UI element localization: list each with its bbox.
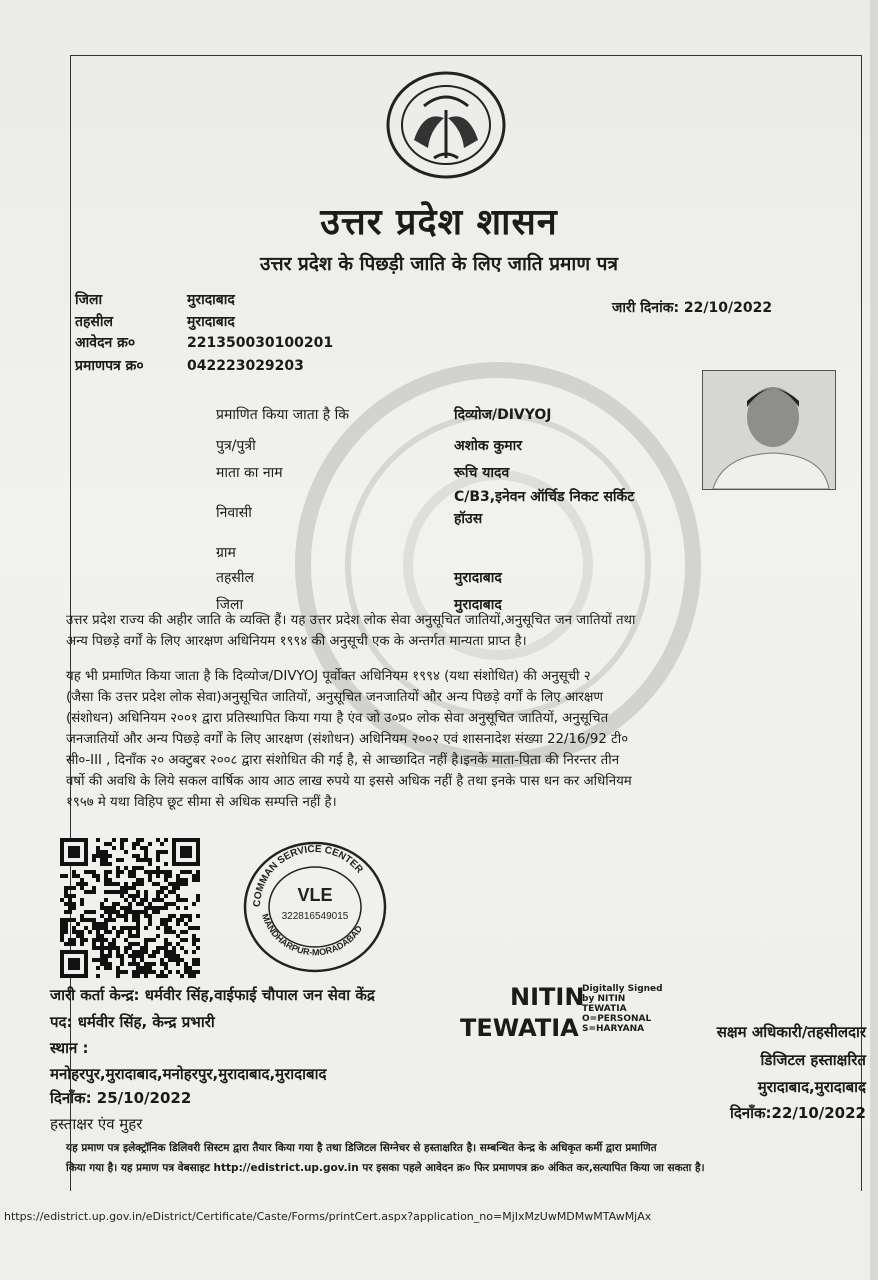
stamp-bottom-text: MANDHARPUR-MORADABAD xyxy=(259,912,365,958)
row-tehsil: तहसील मुरादाबाद xyxy=(216,570,502,586)
signature-name-line1: NITIN xyxy=(510,983,585,1011)
qr-code-icon xyxy=(60,838,200,978)
issuer-date: दिनाँक: 25/10/2022 xyxy=(50,1089,192,1107)
footer-note: यह प्रमाण पत्र इलेक्ट्रॉनिक डिलिवरी सिस्टम द्वारा तैयार किया गया है तथा डिजिटल सिग्नेचर से हस्ताक्षरित है। सम्बन्धित केन्द्र के अधिकृत कर्मी द्वारा प्रमाणित किया गया है। यह प्रमाण पत्र वेबसाइट http://edistrict.up.gov.in पर इसका पहले आवेदन क्र० फिर प्रमाणपत्र क्र० अंकित कर,सत्यापित किया जा सकता है। xyxy=(66,1142,705,1174)
document-subtitle: उत्तर प्रदेश के पिछड़ी जाति के लिए जाति प्रमाण पत्र xyxy=(260,253,618,275)
stamp-number: 322816549015 xyxy=(281,911,349,922)
row-certify: प्रमाणित किया जाता है कि दिव्योज/DIVYOJ xyxy=(216,407,552,423)
person-photo-icon xyxy=(703,371,835,489)
row-son-of: पुत्र/पुत्री अशोक कुमार xyxy=(216,438,522,454)
meta-certificate-no: प्रमाणपत्र क्र० 042223029203 xyxy=(75,358,304,374)
authority-line2: डिजिटल हस्ताक्षरित xyxy=(760,1051,866,1069)
authority-line3: मुरादाबाद,मुरादाबाद xyxy=(757,1078,866,1096)
digital-sign-info: Digitally Signed by NITIN TEWATIA O=PERSONAL S=HARYANA xyxy=(582,984,663,1034)
row-district: जिला मुरादाबाद xyxy=(216,597,502,613)
authority-line1: सक्षम अधिकारी/तहसीलदार xyxy=(716,1023,866,1041)
issuer-centre: जारी कर्ता केन्द्र: धर्मवीर सिंह,वाईफाई चौपाल जन सेवा केंद्र xyxy=(50,986,375,1004)
meta-district: जिला मुरादाबाद xyxy=(75,292,235,308)
issuer-sign-seal: हस्ताक्षर एंव मुहर xyxy=(50,1115,143,1133)
stamp-center-text: VLE xyxy=(297,885,333,905)
csc-round-stamp xyxy=(240,835,390,975)
document-title: उत्तर प्रदेश शासन xyxy=(320,202,558,243)
issue-date: जारी दिनांक: 22/10/2022 xyxy=(612,300,773,316)
page-url: https://edistrict.up.gov.in/eDistrict/Certificate/Caste/Forms/printCert.aspx?application_no=MjIxMzUwMDMwMTAwMjAx xyxy=(4,1210,652,1223)
issuer-post: पद: धर्मवीर सिंह, केन्द्र प्रभारी xyxy=(50,1013,215,1031)
issuer-place-label: स्थान : xyxy=(50,1039,89,1057)
paragraph-caste: उत्तर प्रदेश राज्य की अहीर जाति के व्यक्ति हैं। यह उत्तर प्रदेश लोक सेवा अनुसूचित जातियों,अनुसूचित जन जातियों तथा अन्य पिछड़े वर्गों के लिए आरक्षण अधिनियम १९९४ की अनुसूची एक के अन्तर्गत मान्यता प्राप्त है। xyxy=(66,613,636,649)
row-mother-name: माता का नाम रूचि यादव xyxy=(216,465,510,481)
row-resident: निवासी हॉउस xyxy=(216,505,483,527)
paragraph-certification: यह भी प्रमाणित किया जाता है कि दिव्योज/DIVYOJ पूर्वोक्त अधिनियम १९९४ (यथा संशोधित) की अनुसूची २ (जैसा कि उत्तर प्रदेश लोक सेवा)अनुसूचित जातियों, अनुसूचित जनजातियों और अन्य पिछड़े वर्गों के लिए आरक्षण (संशोधन) अधिनियम २००१ द्वारा प्रतिस्थापित किया गया है एंव जो उ०प्र० लोक सेवा अनुसूचित जातियों, अनुसूचित जनजातियों और अन्य पिछड़े वर्गों के लिए आरक्षण (संशोधन) अधिनियम २००२ एवं शासनादेश संख्या 22/16/92 टी० सी०-III , दिनाँक २० अक्टुबर २००८ द्वारा संशोधित की गई है, से आच्छादित नहीं है।इनके माता-पिता की निरन्तर तीन वर्षो की अवधि के लिये सकल वार्षिक आय आठ लाख रुपये या इससे अधिक नहीं है तथा इनके पास धन कर अधिनियम १९५७ मे यथा विहिप छूट सीमा से अधिक सम्पत्ति नहीं है। xyxy=(66,669,632,810)
stamp-top-text: COMMAN SERVICE CENTER xyxy=(251,843,365,908)
applicant-photo xyxy=(702,370,836,490)
up-government-emblem-icon xyxy=(384,70,508,180)
signature-name-line2: TEWATIA xyxy=(460,1014,579,1042)
issuer-place: मनोहरपुर,मुरादाबाद,मनोहरपुर,मुरादाबाद,मुरादाबाद xyxy=(50,1065,327,1083)
row-village: ग्राम xyxy=(216,545,236,561)
meta-tehsil: तहसील मुरादाबाद xyxy=(75,314,235,330)
authority-line4: दिनाँक:22/10/2022 xyxy=(729,1104,866,1122)
meta-application-no: आवेदन क्र० 221350030100201 xyxy=(75,335,334,351)
